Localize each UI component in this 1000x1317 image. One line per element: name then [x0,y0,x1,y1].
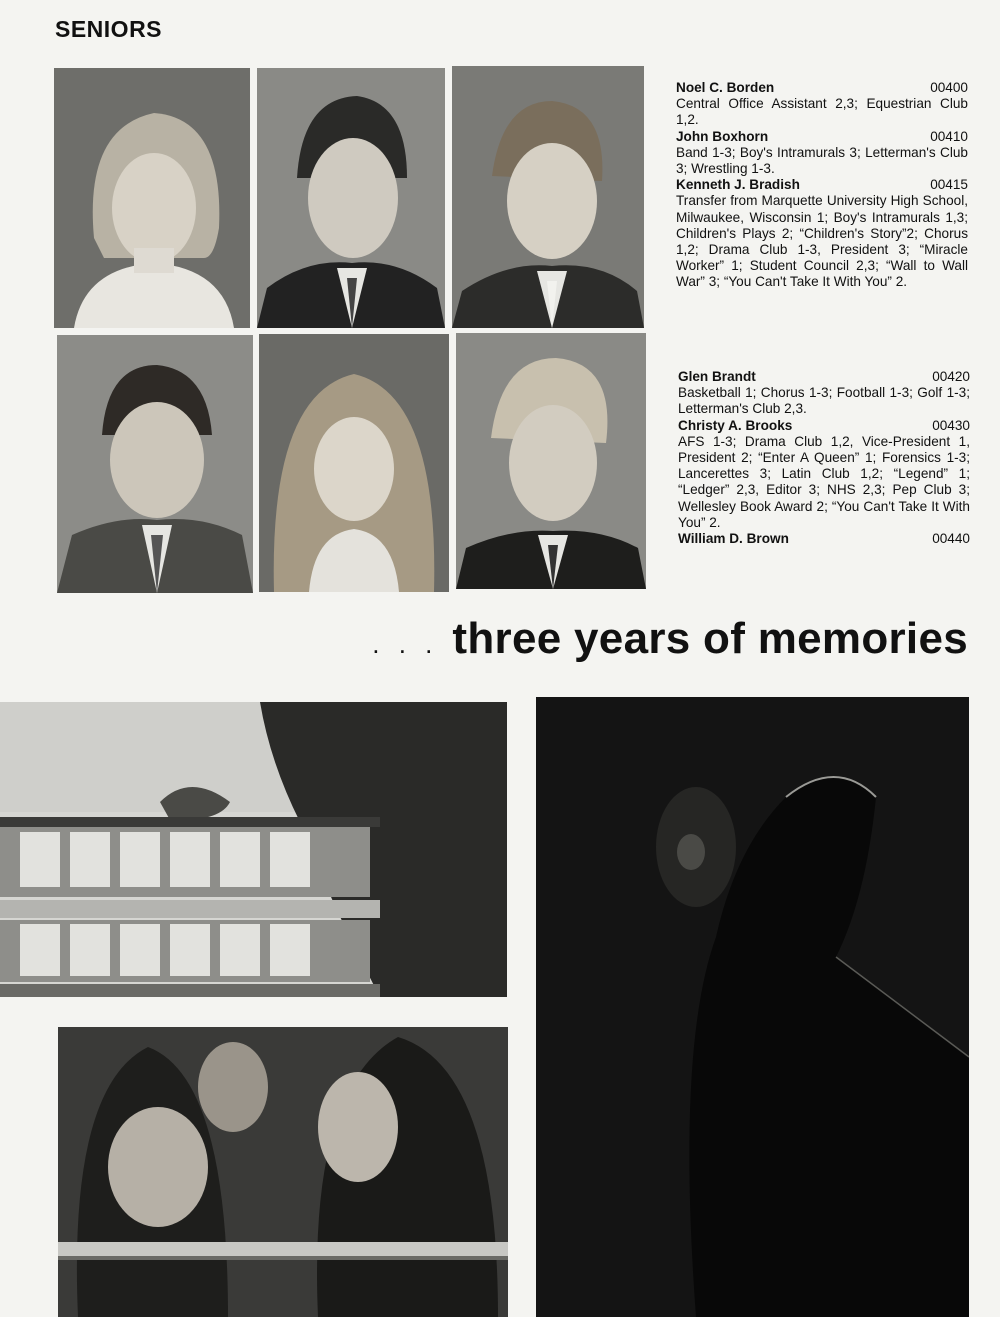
portrait-glen-brandt [57,335,253,593]
bio-name: John Boxhorn [676,128,769,144]
bio-entry [676,177,968,290]
bio-entry [678,531,970,547]
title-text: three years of memories [452,614,968,663]
bio-text: AFS 1-3; Drama Club 1,2, Vice-President 1, President 2; “Enter A Queen” 1; Forensics 1-3; Lancerettes 3; Latin Club 1,2; “Legend” 1; “Ledger” 2,3, Editor 3; NHS 2,3; Pep Club 3; Wellesley Book Award 2; “You Can't Take It With You” 2. [678,433,970,530]
bio-text: Central Office Assistant 2,3; Equestrian Club 1,2. [676,96,968,128]
bio-number: 00420 [932,369,970,384]
page-heading: SENIORS [55,16,163,42]
bio-text: Basketball 1; Chorus 1-3; Football 1-3; Golf 1-3; Letterman's Club 2,3. [678,385,970,417]
bio-number: 00430 [932,417,970,433]
bio-name: William D. Brown [678,531,789,547]
portrait-william-brown [456,333,646,589]
bio-entry [676,129,968,178]
bio-name: Noel C. Borden [676,80,775,95]
bio-text: Band 1-3; Boy's Intramurals 3; Letterman's Club 3; Wrestling 1-3. [676,144,968,177]
bio-entry [678,418,970,531]
portrait-noel-borden [54,68,250,328]
bio-entry [678,369,970,418]
bio-number: 00440 [932,531,970,547]
bios-bottom [678,369,970,547]
section-title [372,614,968,664]
bio-text: Transfer from Marquette University High School, Milwaukee, Wisconsin 1; Boy's Intramurals 1,3; Children's Plays 2; “Children's Story”2; Chorus 1,2; Drama Club 1-3, President 3; “Miracle Worker” 1; Student Council 2,3; “Wall to Wall War” 3; “You Can't Take It With You” 2. [676,193,968,290]
portrait-kenneth-bradish [452,66,644,328]
bio-number: 00415 [930,177,968,193]
portrait-john-boxhorn [257,68,445,328]
bio-name: Christy A. Brooks [678,417,793,433]
bios-top [676,80,968,291]
bio-number: 00410 [930,128,968,144]
photo-dark-silhouette [536,697,969,1317]
bio-name: Glen Brandt [678,369,756,384]
bio-number: 00400 [930,80,968,95]
bio-name: Kenneth J. Bradish [676,177,800,193]
bio-entry [676,80,968,129]
photo-students-railing [58,1027,508,1317]
portrait-christy-brooks [259,334,449,592]
title-ellipsis: . . . [372,629,439,659]
photo-school-building [0,702,507,997]
